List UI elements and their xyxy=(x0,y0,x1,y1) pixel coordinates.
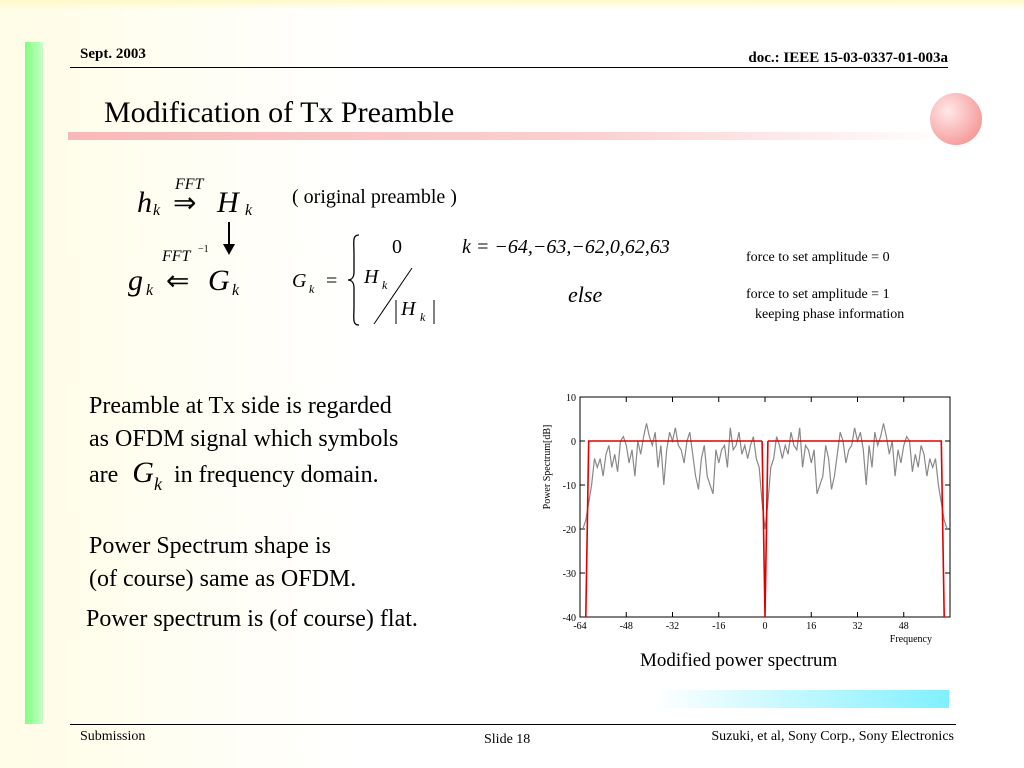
slide-title: Modification of Tx Preamble xyxy=(104,96,455,129)
left-accent-bar xyxy=(25,42,43,724)
eq2-rhs-sub: k xyxy=(232,282,240,299)
y-tick-label: 10 xyxy=(566,393,576,404)
y-tick-label: 0 xyxy=(571,437,576,448)
body-symbol-g: G xyxy=(132,456,154,489)
x-tick-label: 16 xyxy=(806,621,817,632)
header-doc-id: doc.: IEEE 15-03-0337-01-003a xyxy=(748,50,948,66)
body-para1-line3-a: are xyxy=(89,462,119,488)
equation-fft xyxy=(135,176,275,226)
header-date: Sept. 2003 xyxy=(80,46,146,62)
x-tick-label: -32 xyxy=(665,621,680,632)
piecewise-equals: = xyxy=(326,270,338,292)
eq2-lhs: g xyxy=(128,264,143,297)
bottom-accent-bar xyxy=(655,690,949,708)
body-para1-line3-b: in frequency domain. xyxy=(173,462,379,488)
y-axis-label: Power Spectrum[dB] xyxy=(542,424,553,510)
x-tick-label: 0 xyxy=(762,621,768,632)
y-tick-label: -20 xyxy=(562,525,576,536)
eq1-rhs-sub: k xyxy=(245,202,253,219)
body-para1-line3 xyxy=(89,456,379,493)
eq1-rhs: H xyxy=(217,186,239,219)
body-para2-line1: Power Spectrum shape is xyxy=(89,533,331,559)
eq1-lhs: h xyxy=(137,186,152,219)
chart-caption: Modified power spectrum xyxy=(640,650,838,671)
eq1-op-label: FFT xyxy=(175,176,204,193)
body-symbol-sub: k xyxy=(153,474,162,494)
case2-denominator: H xyxy=(401,298,416,320)
eq2-rhs: G xyxy=(208,264,230,297)
x-tick-label: -48 xyxy=(619,621,633,632)
eq2-lhs-sub: k xyxy=(146,282,154,299)
brace-icon xyxy=(346,234,362,326)
original-preamble-note: ( original preamble ) xyxy=(292,186,457,208)
title-decor-circle xyxy=(930,93,982,145)
note-amplitude-one: force to set amplitude = 1 xyxy=(746,287,890,302)
note-amplitude-zero: force to set amplitude = 0 xyxy=(746,250,890,265)
piecewise-lhs: G xyxy=(292,270,307,292)
x-tick-label: 48 xyxy=(898,621,909,632)
title-underline xyxy=(68,132,948,140)
piecewise-equation xyxy=(290,232,730,332)
case2-numerator: H xyxy=(364,266,379,288)
body-para1-line1: Preamble at Tx side is regarded xyxy=(89,393,392,419)
footer-divider xyxy=(70,724,956,725)
footer-slide-number: Slide 18 xyxy=(484,732,531,747)
equation-ifft xyxy=(126,244,266,303)
case2-condition: else xyxy=(568,282,603,307)
piecewise-lhs-sub: k xyxy=(309,282,315,296)
footer-authors: Suzuki, et al, Sony Corp., Sony Electronics xyxy=(711,729,954,744)
eq1-lhs-sub: k xyxy=(153,202,161,219)
body-para2-line2: (of course) same as OFDM. xyxy=(89,566,357,592)
x-tick-label: -16 xyxy=(712,621,726,632)
header-divider xyxy=(70,67,948,68)
y-tick-label: -10 xyxy=(562,481,576,492)
case1-value: 0 xyxy=(392,236,402,258)
x-tick-label: -64 xyxy=(573,621,587,632)
body-para3: Power spectrum is (of course) flat. xyxy=(86,606,418,632)
body-para1-line2: as OFDM signal which symbols xyxy=(89,426,399,452)
top-frame-band xyxy=(0,0,1024,10)
eq2-op-label: FFT xyxy=(162,248,191,265)
x-axis-label: Frequency xyxy=(889,634,932,645)
eq1-arrow: ⇒ xyxy=(173,188,197,219)
case2-denominator-sub: k xyxy=(420,310,426,324)
case2-numerator-sub: k xyxy=(382,278,388,292)
power-spectrum-chart xyxy=(530,385,960,655)
eq2-op-exponent: −1 xyxy=(198,244,209,255)
y-tick-label: -40 xyxy=(562,613,576,624)
case1-condition: k = −64,−63,−62,0,62,63 xyxy=(462,236,670,258)
y-tick-label: -30 xyxy=(562,569,576,580)
x-tick-label: 32 xyxy=(852,621,863,632)
eq2-arrow: ⇐ xyxy=(166,266,190,297)
note-phase: keeping phase information xyxy=(755,307,905,322)
footer-submission: Submission xyxy=(80,729,146,744)
